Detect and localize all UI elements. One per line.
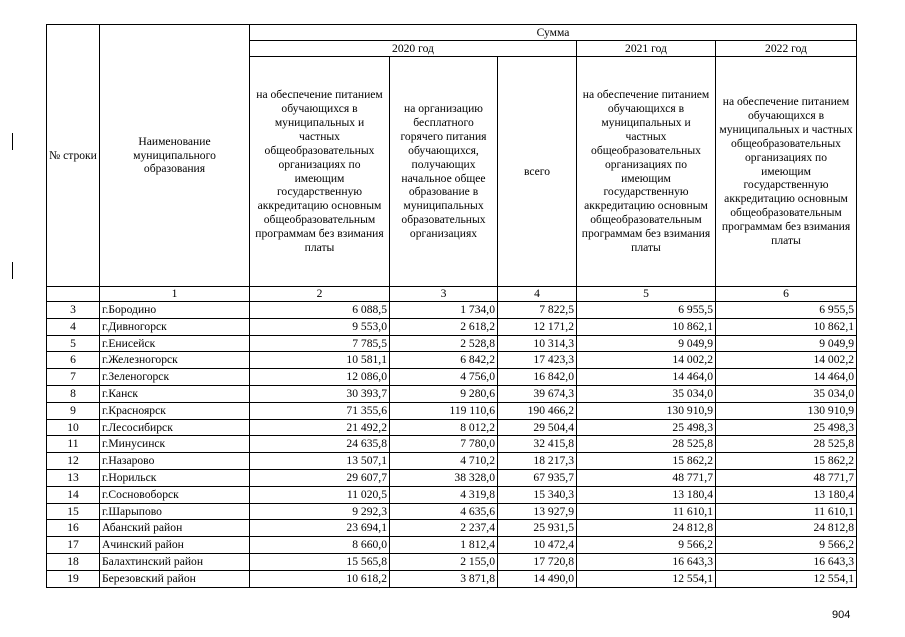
table-row: [47, 385, 857, 402]
cell-total-2020: 14 490,0: [498, 570, 577, 587]
table-row: [47, 369, 857, 386]
cell-food-2021: 24 812,8: [577, 520, 716, 537]
cell-row-number: 7: [47, 369, 100, 386]
cell-total-2020: 190 466,2: [498, 402, 577, 419]
cell-row-number: 15: [47, 503, 100, 520]
col-index: 3: [390, 287, 498, 302]
cell-total-2020: 7 822,5: [498, 302, 577, 319]
budget-table: [46, 24, 857, 588]
cell-food-2020: 9 292,3: [250, 503, 390, 520]
cell-municipality: г.Шарыпово: [100, 503, 250, 520]
cell-row-number: 16: [47, 520, 100, 537]
cell-hot-meals-2020: 4 319,8: [390, 486, 498, 503]
cell-food-2021: 16 643,3: [577, 553, 716, 570]
cell-food-2022: 6 955,5: [716, 302, 857, 319]
cell-food-2022: 16 643,3: [716, 553, 857, 570]
cell-hot-meals-2020: 1 734,0: [390, 302, 498, 319]
cell-food-2020: 21 492,2: [250, 419, 390, 436]
cell-food-2021: 15 862,2: [577, 453, 716, 470]
cell-food-2022: 11 610,1: [716, 503, 857, 520]
cell-row-number: 6: [47, 352, 100, 369]
cell-food-2021: 14 464,0: [577, 369, 716, 386]
cell-food-2021: 13 180,4: [577, 486, 716, 503]
cell-total-2020: 17 720,8: [498, 553, 577, 570]
cell-total-2020: 10 314,3: [498, 335, 577, 352]
header-sum: Сумма: [250, 25, 857, 41]
cell-hot-meals-2020: 119 110,6: [390, 402, 498, 419]
cell-hot-meals-2020: 2 528,8: [390, 335, 498, 352]
cell-row-number: 8: [47, 385, 100, 402]
cell-municipality: г.Зеленогорск: [100, 369, 250, 386]
table-row: [47, 352, 857, 369]
cell-municipality: г.Канск: [100, 385, 250, 402]
cell-food-2021: 6 955,5: [577, 302, 716, 319]
cell-hot-meals-2020: 8 012,2: [390, 419, 498, 436]
table-row: [47, 453, 857, 470]
table-body: [47, 302, 857, 588]
cell-food-2022: 10 862,1: [716, 318, 857, 335]
cell-food-2020: 71 355,6: [250, 402, 390, 419]
cell-food-2021: 48 771,7: [577, 469, 716, 486]
table-row: [47, 335, 857, 352]
cell-total-2020: 39 674,3: [498, 385, 577, 402]
cell-total-2020: 18 217,3: [498, 453, 577, 470]
col-index-empty: [47, 287, 100, 302]
cell-row-number: 9: [47, 402, 100, 419]
col-index: 1: [100, 287, 250, 302]
cell-food-2022: 130 910,9: [716, 402, 857, 419]
cell-total-2020: 12 171,2: [498, 318, 577, 335]
cell-food-2022: 13 180,4: [716, 486, 857, 503]
cell-row-number: 17: [47, 537, 100, 554]
cell-food-2021: 9 566,2: [577, 537, 716, 554]
cell-food-2021: 25 498,3: [577, 419, 716, 436]
cell-total-2020: 15 340,3: [498, 486, 577, 503]
cell-food-2021: 10 862,1: [577, 318, 716, 335]
cell-hot-meals-2020: 2 155,0: [390, 553, 498, 570]
cell-row-number: 11: [47, 436, 100, 453]
cell-food-2022: 48 771,7: [716, 469, 857, 486]
header-year-2020: 2020 год: [250, 41, 577, 57]
cell-total-2020: 29 504,4: [498, 419, 577, 436]
table-row: [47, 469, 857, 486]
cell-total-2020: 32 415,8: [498, 436, 577, 453]
cell-municipality: Березовский район: [100, 570, 250, 587]
col-index: 2: [250, 287, 390, 302]
cell-food-2022: 28 525,8: [716, 436, 857, 453]
cell-hot-meals-2020: 6 842,2: [390, 352, 498, 369]
cell-municipality: г.Минусинск: [100, 436, 250, 453]
table-row: [47, 402, 857, 419]
cell-food-2021: 12 554,1: [577, 570, 716, 587]
header-municipality: Наименование муниципального образования: [100, 25, 250, 287]
header-year-2022: 2022 год: [716, 41, 857, 57]
table-row: [47, 570, 857, 587]
col-index: 4: [498, 287, 577, 302]
table-row: [47, 520, 857, 537]
table-row: [47, 553, 857, 570]
cell-food-2021: 130 910,9: [577, 402, 716, 419]
table-row: [47, 436, 857, 453]
cell-food-2020: 10 618,2: [250, 570, 390, 587]
cell-food-2022: 35 034,0: [716, 385, 857, 402]
cell-row-number: 5: [47, 335, 100, 352]
cell-food-2022: 14 002,2: [716, 352, 857, 369]
cell-row-number: 18: [47, 553, 100, 570]
cell-total-2020: 13 927,9: [498, 503, 577, 520]
header-col-hot-meals-2020: на организацию бесплатного горячего питания обучающихся, получающих начальное общее образование в муниципальных образовательных организациях: [390, 57, 498, 287]
cell-food-2020: 8 660,0: [250, 537, 390, 554]
header-col-food-2022: на обеспечение питанием обучающихся в муниципальных и частных общеобразовательных организациях по имеющим государственную аккредитацию основным общеобразовательным программам без взимания платы: [716, 57, 857, 287]
cell-food-2022: 15 862,2: [716, 453, 857, 470]
cell-food-2022: 24 812,8: [716, 520, 857, 537]
cell-food-2020: 23 694,1: [250, 520, 390, 537]
cell-hot-meals-2020: 7 780,0: [390, 436, 498, 453]
table-row: [47, 419, 857, 436]
table-row: [47, 302, 857, 319]
cell-food-2021: 35 034,0: [577, 385, 716, 402]
cell-municipality: г.Красноярск: [100, 402, 250, 419]
cell-hot-meals-2020: 9 280,6: [390, 385, 498, 402]
cell-total-2020: 10 472,4: [498, 537, 577, 554]
cell-row-number: 12: [47, 453, 100, 470]
cell-municipality: Балахтинский район: [100, 553, 250, 570]
table-row: [47, 318, 857, 335]
cell-municipality: г.Назарово: [100, 453, 250, 470]
cell-total-2020: 16 842,0: [498, 369, 577, 386]
cell-hot-meals-2020: 3 871,8: [390, 570, 498, 587]
cell-food-2021: 11 610,1: [577, 503, 716, 520]
cell-municipality: Ачинский район: [100, 537, 250, 554]
cell-food-2021: 28 525,8: [577, 436, 716, 453]
cell-food-2022: 25 498,3: [716, 419, 857, 436]
cell-row-number: 3: [47, 302, 100, 319]
cell-hot-meals-2020: 2 237,4: [390, 520, 498, 537]
margin-mark: [12, 262, 13, 279]
cell-row-number: 19: [47, 570, 100, 587]
cell-food-2022: 14 464,0: [716, 369, 857, 386]
cell-food-2022: 12 554,1: [716, 570, 857, 587]
header-col-food-2020: на обеспечение питанием обучающихся в муниципальных и частных общеобразовательных организациях по имеющим государственную аккредитацию основным общеобразовательным программам без взимания платы: [250, 57, 390, 287]
header-col-food-2021: на обеспечение питанием обучающихся в муниципальных и частных общеобразовательных организациях по имеющим государственную аккредитацию основным общеобразовательным программам без взимания платы: [577, 57, 716, 287]
header-year-2021: 2021 год: [577, 41, 716, 57]
cell-food-2020: 9 553,0: [250, 318, 390, 335]
cell-municipality: г.Норильск: [100, 469, 250, 486]
cell-row-number: 10: [47, 419, 100, 436]
cell-hot-meals-2020: 4 756,0: [390, 369, 498, 386]
cell-food-2020: 6 088,5: [250, 302, 390, 319]
col-index: 6: [716, 287, 857, 302]
cell-row-number: 4: [47, 318, 100, 335]
cell-hot-meals-2020: 4 710,2: [390, 453, 498, 470]
cell-municipality: г.Железногорск: [100, 352, 250, 369]
table-row: [47, 537, 857, 554]
cell-food-2021: 9 049,9: [577, 335, 716, 352]
cell-hot-meals-2020: 2 618,2: [390, 318, 498, 335]
header-col-total-2020: всего: [498, 57, 577, 287]
cell-food-2020: 11 020,5: [250, 486, 390, 503]
cell-food-2020: 29 607,7: [250, 469, 390, 486]
col-index: 5: [577, 287, 716, 302]
cell-row-number: 14: [47, 486, 100, 503]
cell-food-2020: 13 507,1: [250, 453, 390, 470]
cell-total-2020: 25 931,5: [498, 520, 577, 537]
cell-food-2020: 7 785,5: [250, 335, 390, 352]
cell-hot-meals-2020: 38 328,0: [390, 469, 498, 486]
cell-municipality: г.Дивногорск: [100, 318, 250, 335]
table-row: [47, 486, 857, 503]
cell-food-2020: 30 393,7: [250, 385, 390, 402]
cell-row-number: 13: [47, 469, 100, 486]
cell-food-2020: 10 581,1: [250, 352, 390, 369]
cell-food-2022: 9 049,9: [716, 335, 857, 352]
cell-food-2021: 14 002,2: [577, 352, 716, 369]
cell-food-2020: 15 565,8: [250, 553, 390, 570]
page-number: 904: [832, 609, 851, 621]
cell-municipality: г.Енисейск: [100, 335, 250, 352]
cell-municipality: г.Лесосибирск: [100, 419, 250, 436]
cell-food-2022: 9 566,2: [716, 537, 857, 554]
cell-municipality: г.Сосновоборск: [100, 486, 250, 503]
cell-municipality: г.Бородино: [100, 302, 250, 319]
table-row: [47, 503, 857, 520]
cell-hot-meals-2020: 4 635,6: [390, 503, 498, 520]
cell-total-2020: 67 935,7: [498, 469, 577, 486]
cell-food-2020: 12 086,0: [250, 369, 390, 386]
margin-mark: [12, 133, 13, 150]
cell-total-2020: 17 423,3: [498, 352, 577, 369]
header-row-number: № строки: [47, 25, 100, 287]
cell-food-2020: 24 635,8: [250, 436, 390, 453]
cell-hot-meals-2020: 1 812,4: [390, 537, 498, 554]
cell-municipality: Абанский район: [100, 520, 250, 537]
